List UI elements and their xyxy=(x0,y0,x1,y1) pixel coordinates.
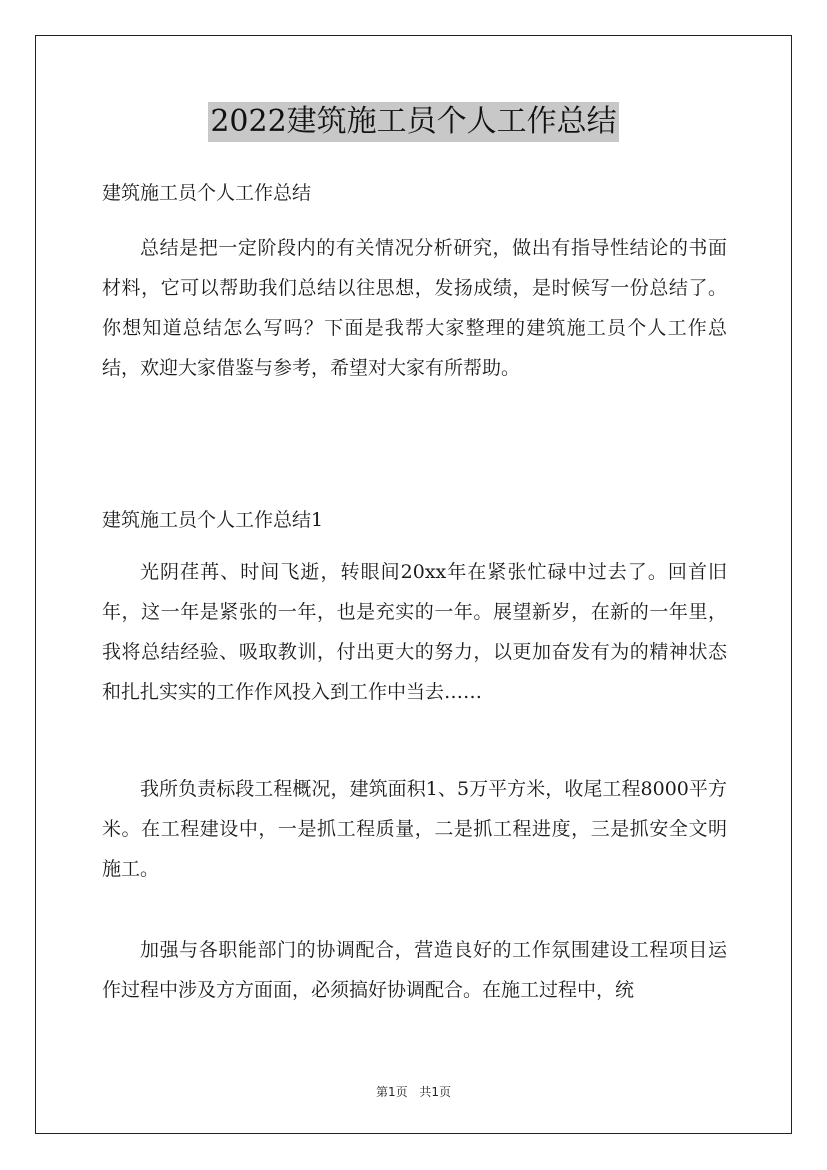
page-number: 第1页 xyxy=(375,1085,408,1099)
section1-paragraph-2: 我所负责标段工程概况，建筑面积1、5万平方米，收尾工程8000平方米。在工程建设中，一是抓工程质量，二是抓工程进度，三是抓安全文明施工。 xyxy=(102,778,727,880)
title-container xyxy=(0,102,827,142)
section1-paragraph-1: 光阴荏苒、时间飞逝，转眼间20xx年在紧张忙碌中过去了。回首旧年，这一年是紧张的一年，也是充实的一年。展望新岁，在新的一年里，我将总结经验、吸取教训，付出更大的努力，以更加奋发有为的精神状态和扎扎实实的工作作风投入到工作中当去…… xyxy=(102,561,727,703)
section1-paragraph-3: 加强与各职能部门的协调配合，营造良好的工作氛围建设工程项目运作过程中涉及方方面面，必须搞好协调配合。在施工过程中，统 xyxy=(102,939,727,1001)
intro-paragraph: 总结是把一定阶段内的有关情况分析研究，做出有指导性结论的书面材料，它可以帮助我们总结以往思想，发扬成绩，是时候写一份总结了。你想知道总结怎么写吗？下面是我帮大家整理的建筑施工员个人工作总结，欢迎大家借鉴与参考，希望对大家有所帮助。 xyxy=(102,237,727,379)
intro-heading: 建筑施工员个人工作总结 xyxy=(102,182,312,204)
page-total: 共1页 xyxy=(419,1085,452,1099)
page-footer xyxy=(0,1083,827,1100)
document-title: 2022建筑施工员个人工作总结 xyxy=(208,102,618,142)
section1-heading: 建筑施工员个人工作总结1 xyxy=(102,509,324,531)
